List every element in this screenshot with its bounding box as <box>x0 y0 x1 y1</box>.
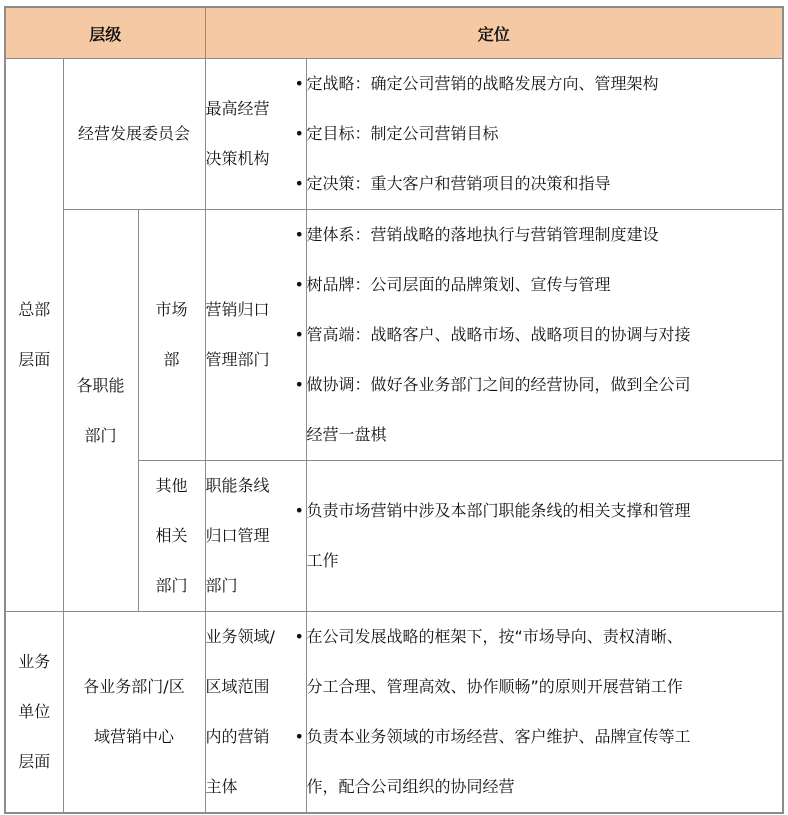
bu-level-label: 业务 单位 层面 <box>5 612 63 814</box>
other-depts-positioning <box>306 461 783 612</box>
list-item: • 定决策：重大客户和营销项目的决策和指导 <box>307 159 783 209</box>
list-item: • 定战略：确定公司营销的战略发展方向、管理架构 <box>307 59 783 109</box>
list-item: • 树品牌：公司层面的品牌策划、宣传与管理 <box>307 260 783 310</box>
market-dept-positioning <box>306 210 783 461</box>
market-dept-name: 市场 部 <box>138 210 205 461</box>
table-row <box>5 612 783 814</box>
positioning-table <box>4 6 784 814</box>
list-item: • 管高端：战略客户、战略市场、战略项目的协调与对接 <box>307 310 783 360</box>
bu-name: 各业务部门/区 域营销中心 <box>63 612 205 814</box>
list-item-continuation: 工作 <box>306 551 339 570</box>
committee-positioning <box>306 59 783 210</box>
list-item: • 负责本业务领域的市场经营、客户维护、品牌宣传等工 <box>307 712 783 762</box>
header-level: 层级 <box>5 7 205 59</box>
bu-positioning <box>306 612 783 814</box>
header-row <box>5 7 783 59</box>
table-row <box>5 59 783 210</box>
header-position: 定位 <box>205 7 783 59</box>
list-item: • 建体系：营销战略的落地执行与营销管理制度建设 <box>307 210 783 260</box>
list-item-continuation: 作，配合公司组织的协同经营 <box>306 777 515 796</box>
other-depts-role: 职能条线 归口管理 部门 <box>205 461 306 612</box>
market-dept-role: 营销归口 管理部门 <box>205 210 306 461</box>
functional-depts-label: 各职能 部门 <box>63 210 138 612</box>
list-item: • 定目标：制定公司营销目标 <box>307 109 783 159</box>
committee-name: 经营发展委员会 <box>63 59 205 210</box>
table-row <box>5 210 783 461</box>
bu-role: 业务领域/ 区域范围 内的营销 主体 <box>205 612 306 814</box>
other-depts-name: 其他 相关 部门 <box>138 461 205 612</box>
list-item: • 负责市场营销中涉及本部门职能条线的相关支撑和管理 <box>307 486 783 536</box>
hq-level-label: 总部 层面 <box>5 59 63 612</box>
list-item-continuation: 经营一盘棋 <box>306 425 387 444</box>
list-item: • 做协调：做好各业务部门之间的经营协同，做到全公司 <box>307 360 783 410</box>
committee-role: 最高经营 决策机构 <box>205 59 306 210</box>
list-item: • 在公司发展战略的框架下，按“市场导向、责权清晰、 <box>307 612 783 662</box>
list-item-continuation: 分工合理、管理高效、协作顺畅”的原则开展营销工作 <box>306 677 683 696</box>
